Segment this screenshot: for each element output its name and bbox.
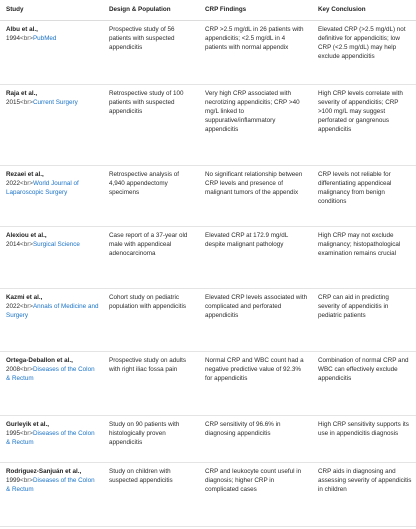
journal-link[interactable]: Current Surgery [32,98,78,106]
crp-cell: CRP and leukocyte count useful in diagnosis; higher CRP in complicated cases [199,463,312,527]
br-tag: <br> [20,429,33,437]
journal-link[interactable]: Diseases of the Colon & Rectum [6,476,95,493]
crp-cell: Normal CRP and WBC count had a negative predictive value of 92.3% for appendicitis [199,352,312,416]
table-row [0,463,416,527]
study-year: 2014 [6,240,21,248]
journal-link[interactable]: Annals of Medicine and Surgery [6,302,99,319]
header-conclusion: Key Conclusion [312,0,416,21]
design-cell: Study on 90 patients with histologically proven appendicitis [103,416,199,463]
br-tag: <br> [20,179,33,187]
study-cell [0,463,103,527]
table-row [0,21,416,85]
conclusion-cell: CRP aids in diagnosing and assessing severity of appendicitis in children [312,463,416,527]
table-row [0,352,416,416]
crp-cell: No significant relationship between CRP levels and presence of malignant tumors of the appendix [199,166,312,227]
study-author: Rodriguez-Sanjuán et al., [6,468,82,475]
study-cell [0,21,103,85]
study-cell [0,227,103,289]
br-tag: <br> [20,302,33,310]
study-year: 1999 [6,476,21,484]
table-row [0,289,416,352]
design-cell: Cohort study on pediatric population with appendicitis [103,289,199,352]
design-cell: Retrospective analysis of 4,940 appendectomy specimens [103,166,199,227]
journal-link[interactable]: Surgical Science [32,240,80,248]
journal-link[interactable]: Diseases of the Colon & Rectum [6,365,95,382]
study-year: 2008 [6,365,21,373]
table-row [0,166,416,227]
study-author: Gurleyik et al., [6,421,50,428]
crp-cell: CRP >2.5 mg/dL in 26 patients with appendicitis; <2.5 mg/dL in 4 patients with normal appendix [199,21,312,85]
crp-cell: CRP sensitivity of 96.6% in diagnosing appendicitis [199,416,312,463]
design-cell: Case report of a 37-year old male with appendiceal adenocarcinoma [103,227,199,289]
conclusion-cell: CRP can aid in predicting severity of appendicitis in pediatric patients [312,289,416,352]
study-year: 2022 [6,302,21,310]
study-year: 1994 [6,34,21,42]
conclusion-cell: Combination of normal CRP and WBC can effectively exclude appendicitis [312,352,416,416]
table-row [0,416,416,463]
conclusion-cell: High CRP levels correlate with severity of appendicitis; CRP >100 mg/L may suggest perforated or gangrenous appendicitis [312,85,416,166]
study-cell [0,289,103,352]
design-cell: Study on children with suspected appendicitis [103,463,199,527]
crp-cell: Very high CRP associated with necrotizing appendicitis; CRP >40 mg/L linked to suppurative/inflammatory appendicitis [199,85,312,166]
crp-cell: Elevated CRP at 172.9 mg/dL despite malignant pathology [199,227,312,289]
study-cell [0,166,103,227]
study-author: Kazmi et al., [6,294,43,301]
study-year: 2022 [6,179,21,187]
br-tag: <br> [20,240,33,248]
conclusion-cell: Elevated CRP (>2.5 mg/dL) not definitive for appendicitis; low CRP (<2.5 mg/dL) may help exclude appendicitis [312,21,416,85]
journal-link[interactable]: PubMed [32,34,57,42]
br-tag: <br> [20,365,33,373]
header-design: Design & Population [103,0,199,21]
table-body [0,21,416,527]
br-tag: <br> [20,476,33,484]
design-cell: Prospective study on adults with right iliac fossa pain [103,352,199,416]
study-year: 1995 [6,429,21,437]
study-author: Ortega-Deballon et al., [6,357,73,364]
study-author: Rezaei et al., [6,171,44,178]
study-cell [0,85,103,166]
conclusion-cell: High CRP sensitivity supports its use in appendicitis diagnosis [312,416,416,463]
table-row [0,85,416,166]
conclusion-cell: CRP levels not reliable for differentiating appendiceal malignancy from benign conditions [312,166,416,227]
br-tag: <br> [20,34,33,42]
header-study: Study [0,0,103,21]
study-cell [0,416,103,463]
conclusion-cell: High CRP may not exclude malignancy; histopathological examination remains crucial [312,227,416,289]
design-cell: Prospective study of 56 patients with suspected appendicitis [103,21,199,85]
crp-cell: Elevated CRP levels associated with complicated and perforated appendicitis [199,289,312,352]
header-crp: CRP Findings [199,0,312,21]
study-year: 2015 [6,98,21,106]
study-cell [0,352,103,416]
design-cell: Retrospective study of 100 patients with suspected appendicitis [103,85,199,166]
br-tag: <br> [20,98,33,106]
header-row [0,0,416,21]
journal-link[interactable]: Diseases of the Colon & Rectum [6,429,95,446]
table-row [0,227,416,289]
table-header [0,0,416,21]
study-author: Albu et al., [6,26,38,33]
journal-link[interactable]: World Journal of Laparoscopic Surgery [6,179,79,196]
study-author: Raja et al., [6,90,38,97]
study-author: Alexiou et al., [6,232,47,239]
